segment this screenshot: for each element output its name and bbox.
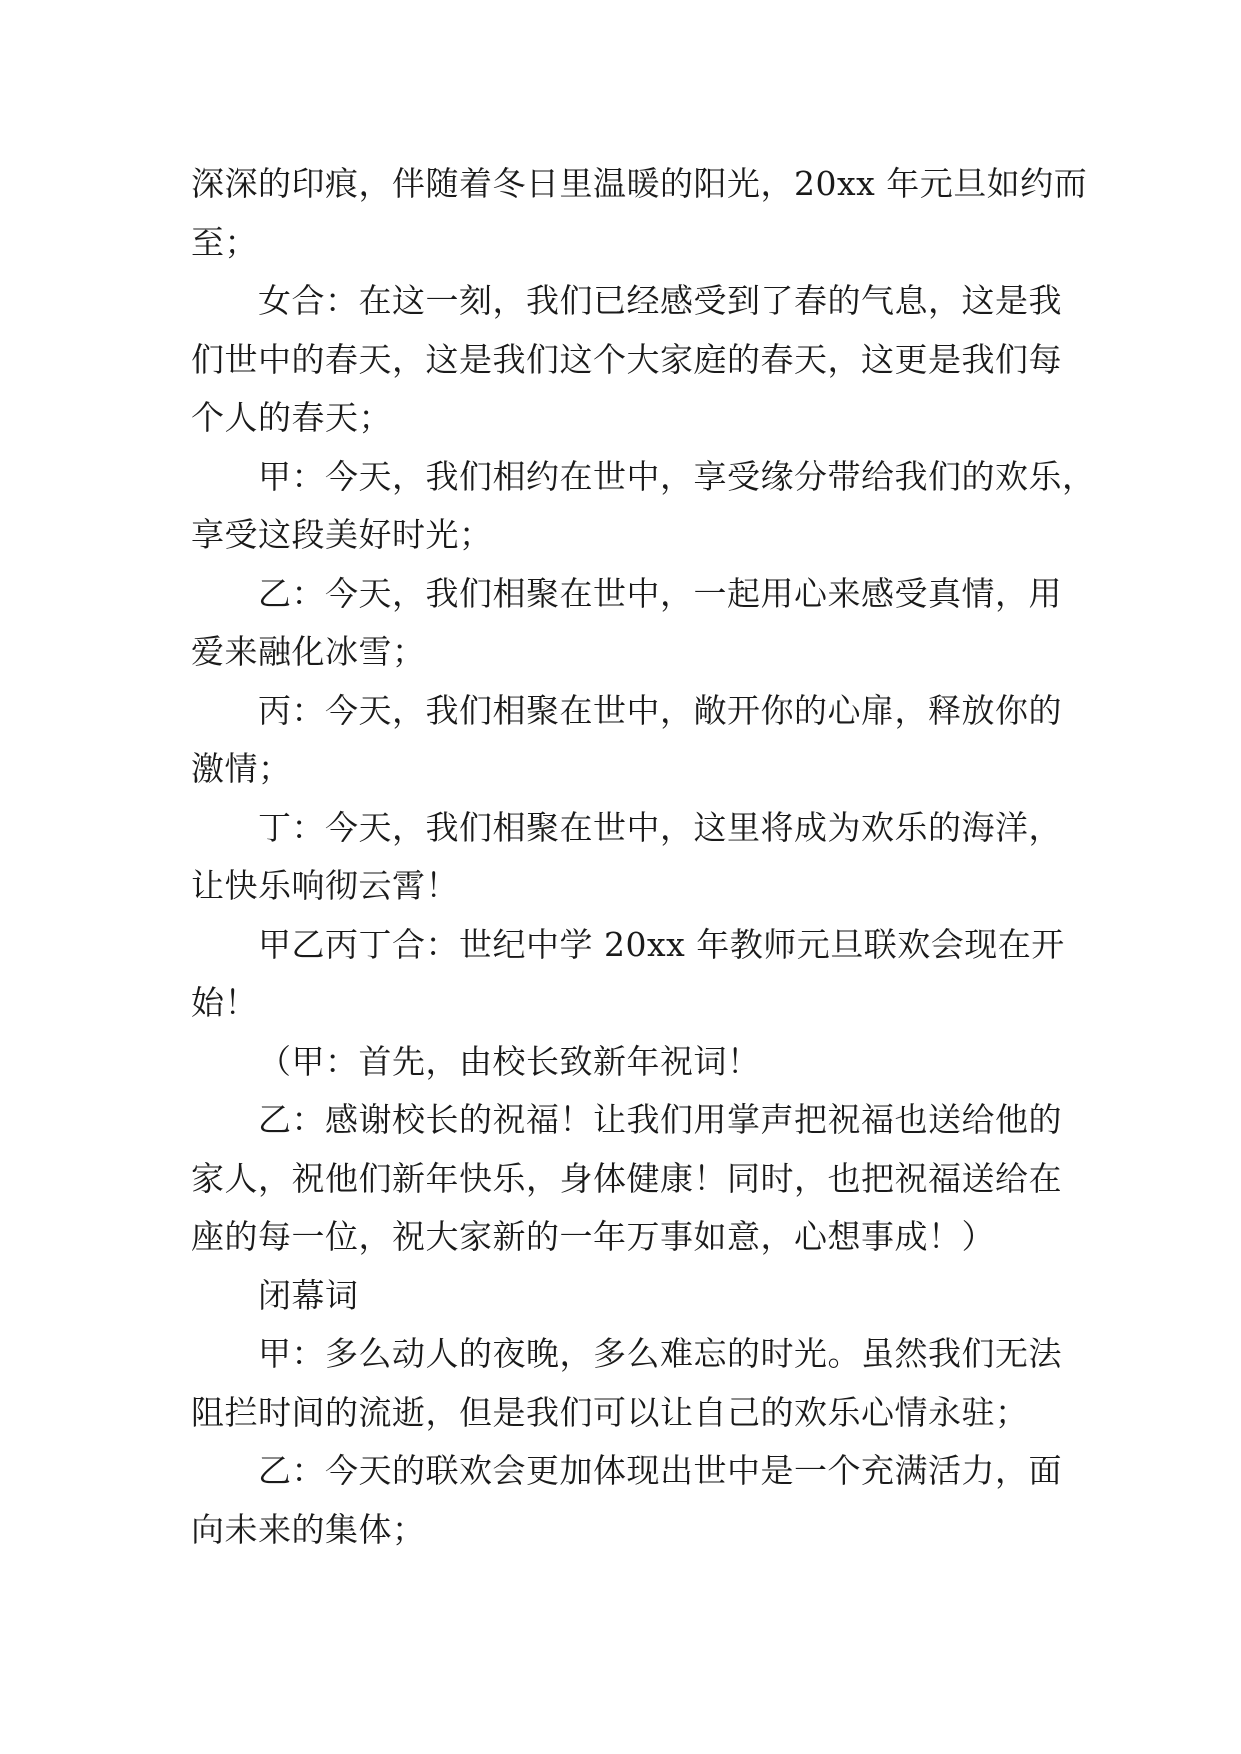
paragraph-host-yi [191,565,1062,682]
text-line: 始！ [191,983,258,1022]
text-line: 向未来的集体； [191,1509,426,1549]
text-line: 乙：今天，我们相聚在世中，一起用心来感受真情，用 [258,573,1062,613]
paragraph-opening-continuation [191,155,1088,272]
paragraph-host-ding [191,799,1062,916]
paragraph-female-chorus [191,272,1062,448]
paragraph-principal-intro [191,1033,1051,1092]
text-line: 甲：多么动人的夜晚，多么难忘的时光。虽然我们无法 [258,1334,1062,1373]
document-page [191,155,1096,1559]
section-heading-closing-speech [191,1267,1051,1326]
text-line: 丁：今天，我们相聚在世中，这里将成为欢乐的海洋， [258,807,1062,847]
paragraph-host-jia [191,448,1096,565]
text-line: 甲乙丙丁合：世纪中学 20xx 年教师元旦联欢会现在开 [258,924,1065,964]
paragraph-all-hosts [191,916,1065,1033]
text-line: 们世中的春天，这是我们这个大家庭的春天，这更是我们每 [191,339,1062,379]
text-line: 乙：今天的联欢会更加体现出世中是一个充满活力，面 [258,1451,1062,1490]
paragraph-host-bing [191,682,1062,799]
text-line: 爱来融化冰雪； [191,632,426,671]
text-line: 激情； [191,749,292,788]
paragraph-closing-yi [191,1442,1062,1559]
text-line: （甲：首先，由校长致新年祝词！ [258,1041,761,1081]
text-line: 阻拦时间的流逝，但是我们可以让自己的欢乐心情永驻； [191,1392,1029,1432]
text-line: 座的每一位，祝大家新的一年万事如意，心想事成！） [191,1217,995,1256]
text-line: 丙：今天，我们相聚在世中，敞开你的心扉，释放你的 [258,690,1062,730]
text-line: 深深的印痕，伴随着冬日里温暖的阳光，20xx 年元旦如约而 [191,164,1088,203]
text-line: 甲：今天，我们相约在世中，享受缘分带给我们的欢乐， [258,456,1096,496]
text-line: 闭幕词 [258,1275,359,1315]
text-line: 享受这段美好时光； [191,515,493,554]
text-line: 至； [191,222,258,262]
text-line: 家人，祝他们新年快乐，身体健康！同时，也把祝福送给在 [191,1158,1062,1198]
text-line: 个人的春天； [191,398,392,437]
paragraph-thanks-principal [191,1091,1062,1267]
text-line: 女合：在这一刻，我们已经感受到了春的气息，这是我 [258,281,1062,320]
text-line: 乙：感谢校长的祝福！让我们用掌声把祝福也送给他的 [258,1100,1062,1139]
text-line: 让快乐响彻云霄！ [191,866,459,905]
paragraph-closing-jia [191,1325,1062,1442]
